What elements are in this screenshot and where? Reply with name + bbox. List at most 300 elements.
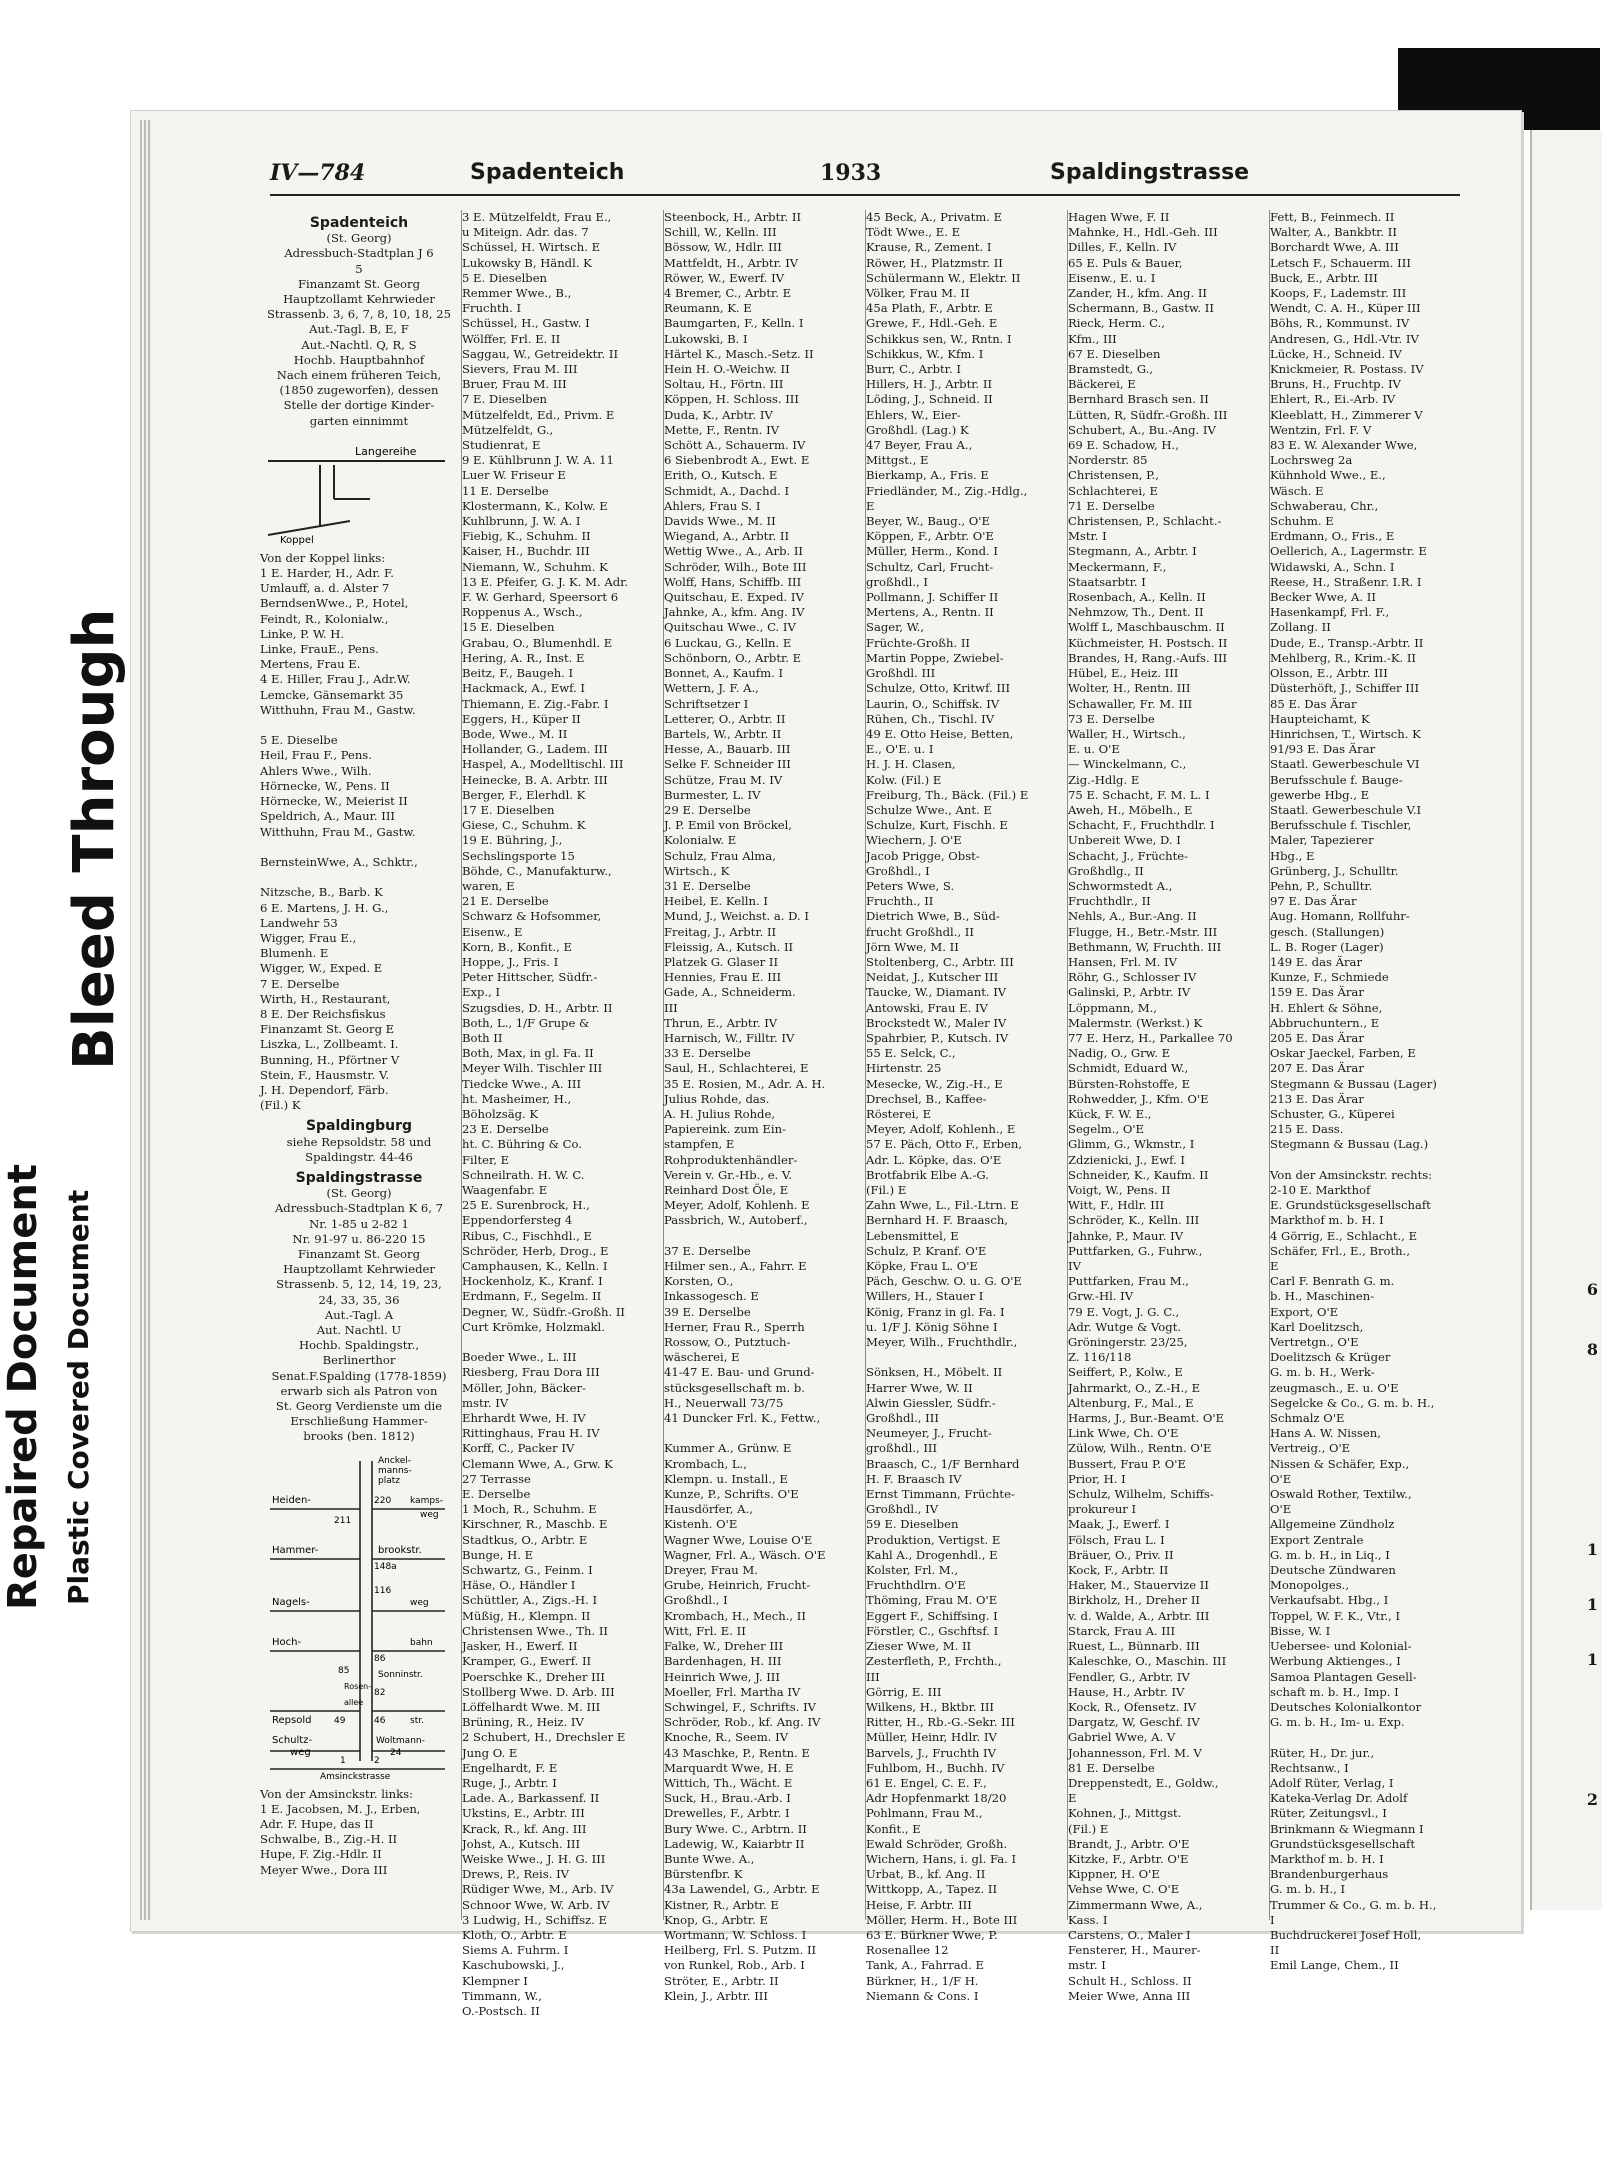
directory-entry: Liszka, L., Zollbeamt. I. [260, 1037, 399, 1052]
directory-entry: Sievers, Frau M. III [462, 362, 578, 377]
street-info-line: Stelle der dortige Kinder- [283, 398, 435, 413]
directory-entry: Meckermann, F., [1068, 559, 1167, 574]
street-info-line: 24, 33, 35, 36 [318, 1292, 400, 1307]
directory-entry: Linke, P. W. H. [260, 626, 345, 641]
directory-entry: Knoche, R., Seem. IV [664, 1730, 789, 1745]
directory-entry: Köppen, H. Schloss. III [664, 392, 799, 407]
directory-entry: Meyer Wilh. Tischler III [462, 1061, 603, 1076]
directory-entry: Schulz, Frau Alma, [664, 848, 776, 863]
directory-entry: 61 E. Engel, C. E. F., [866, 1775, 987, 1790]
directory-entry: Meyer, Wilh., Fruchthdlr., [866, 1335, 1018, 1350]
directory-entry: Wolff L, Maschbauschm. II [1068, 620, 1225, 635]
map-label: 49 [334, 1715, 346, 1726]
directory-entry: Drechsel, B., Kaffee- [866, 1091, 987, 1106]
map-label: Woltmann- [376, 1735, 425, 1746]
directory-entry: Beitz, F., Baugeh. I [462, 666, 574, 681]
directory-entry: Unbereit Wwe, D. I [1068, 833, 1181, 848]
directory-entry: (Fil.) K [260, 1098, 301, 1113]
directory-entry: Schütze, Frau M. IV [664, 772, 783, 787]
map-label: 85 [338, 1665, 350, 1676]
directory-entry: Export, O'E [1270, 1304, 1339, 1319]
next-page-mark: 1 [1586, 1595, 1598, 1614]
directory-entry: Fett, B., Feinmech. II [1270, 210, 1395, 224]
directory-entry: Rühen, Ch., Tischl. IV [866, 711, 995, 726]
directory-entry: Both II [462, 1030, 503, 1045]
directory-entry: 15 E. Dieselben [462, 620, 555, 635]
directory-entry: Großhdl., I [866, 863, 930, 878]
directory-entry: Deutsches Kolonialkontor [1270, 1699, 1422, 1714]
directory-entry: Röwer, W., Ewerf. IV [664, 270, 785, 285]
binding-edge [140, 120, 152, 1920]
map-label: weg [290, 1746, 311, 1758]
directory-entry: Hein H. O.-Weichw. II [664, 362, 790, 377]
directory-entry: Adr. Wutge & Vogt. [1068, 1319, 1182, 1334]
directory-entry: 5 E. Dieselbe [260, 733, 338, 748]
directory-entry: Siems A. Fuhrm. I [462, 1943, 569, 1958]
map-label: Sonninstr. [378, 1669, 423, 1680]
directory-entry: Knickmeier, R. Postass. IV [1270, 362, 1424, 377]
map-label: Nagels- [272, 1596, 310, 1608]
directory-entry: Schulz, Wilhelm, Schiffs- [1068, 1487, 1214, 1502]
street-info-line: Berlinerthor [322, 1353, 396, 1368]
directory-entry: Glimm, G., Wkmstr., I [1068, 1137, 1195, 1152]
directory-entry: Fuhlbom, H., Buchh. IV [866, 1760, 1005, 1775]
map-label: Amsinckstrasse [320, 1771, 391, 1782]
map-label: allee [344, 1697, 364, 1707]
street-info-line: Strassenb. 5, 12, 14, 19, 23, [276, 1277, 442, 1292]
directory-entry: Christensen, P., Schlacht.- [1068, 514, 1222, 529]
directory-entry: Suck, H., Brau.-Arb. I [664, 1791, 791, 1806]
directory-entry: Dreppenstedt, E., Goldw., [1068, 1775, 1219, 1790]
directory-entry: Stegmann & Bussau (Lager) [1270, 1076, 1437, 1091]
directory-entry: Meier Wwe, Anna III [1068, 1988, 1191, 2003]
directory-entry: Z. 116/118 [1068, 1350, 1132, 1365]
directory-entry: Schikkus sen, W., Rntn. I [866, 331, 1012, 346]
directory-entry: Großhdl. III [866, 666, 936, 681]
directory-entry: Puttfarken, G., Fuhrw., [1068, 1243, 1203, 1258]
directory-entry: Export Zentrale [1270, 1532, 1364, 1547]
directory-entry: Peters Wwe, S. [866, 878, 955, 893]
directory-entry: Nitzsche, B., Barb. K [260, 885, 383, 900]
directory-entry: 6 Siebenbrodt A., Ewt. E [664, 453, 810, 468]
directory-entry: Von der Amsinckstr. links: [260, 1786, 413, 1801]
map-label: 116 [374, 1585, 392, 1596]
directory-entry: Inkassogesch. E [664, 1289, 759, 1304]
directory-entry: Zesterfleth, P., Frchth., [866, 1654, 1002, 1669]
directory-entry: Brotfabrik Elbe A.-G. [866, 1167, 989, 1182]
directory-entry: Böhs, R., Kommunst. IV [1270, 316, 1410, 331]
directory-entry: Böhde, C., Manufakturw., [462, 863, 612, 878]
directory-entry: Reumann, K. E [664, 301, 752, 316]
directory-entry: Feindt, R., Kolonialw., [260, 611, 389, 626]
directory-entry: Hausdörfer, A., [664, 1502, 753, 1517]
directory-entry: Jahrmarkt, O., Z.-H., E [1068, 1380, 1201, 1395]
directory-entry: Jasker, H., Ewerf. II [462, 1639, 578, 1654]
directory-entry: Hörnecke, W., Pens. II [260, 778, 390, 793]
directory-entry: Giese, C., Schuhm. K [462, 818, 586, 833]
directory-entry: J. P. Emil von Bröckel, [664, 818, 792, 833]
directory-entry: Niemann, W., Schuhm. K [462, 559, 608, 574]
directory-entry: ht. C. Bühring & Co. [462, 1137, 582, 1152]
directory-entry: Alwin Giessler, Südfr.- [866, 1395, 996, 1410]
directory-entry: Schröder, Wilh., Bote III [664, 559, 807, 574]
directory-entry: Kass. I [1068, 1912, 1108, 1927]
directory-entry: großhdl., I [866, 574, 928, 589]
directory-entry: Berufsschule f. Tischler, [1270, 818, 1412, 833]
directory-entry: Kaiser, H., Buchdr. III [462, 544, 590, 559]
directory-entry: Schwalbe, B., Zig.-H. II [260, 1832, 398, 1847]
directory-entry: Kaschubowski, J., [462, 1958, 565, 1973]
directory-entry: I [1270, 1912, 1275, 1927]
directory-entry: zeugmasch., E. u. O'E [1270, 1380, 1399, 1395]
header-year: 1933 [820, 160, 882, 186]
directory-entry: Nehmzow, Th., Dent. II [1068, 605, 1204, 620]
directory-entry: Bürstenfbr. K [664, 1867, 743, 1882]
directory-entry: Johannesson, Frl. M. V [1068, 1745, 1202, 1760]
directory-entry: Schulze, Otto, Kritwf. III [866, 681, 1011, 696]
next-page-edge [1530, 130, 1602, 1910]
directory-entry: II [1270, 1943, 1280, 1958]
street-info-line: Aut.-Tagl. B, E, F [309, 322, 409, 337]
directory-entry: Lukowsky B, Händl. K [462, 255, 592, 270]
directory-entry: Galinski, P., Arbtr. IV [1068, 985, 1191, 1000]
column-1 [260, 210, 462, 1920]
street-heading: Spaldingburg [305, 1118, 413, 1135]
directory-entry: Schwormstedt A., [1068, 878, 1173, 893]
directory-entry: stampfen, E [664, 1137, 735, 1152]
directory-entry: Landwehr 53 [260, 915, 338, 930]
directory-entry: Witt, F., Hdlr. III [1068, 1198, 1165, 1213]
directory-entry: Nadig, O., Grw. E [1068, 1046, 1171, 1061]
directory-entry: Neidat, J., Kutscher III [866, 970, 999, 985]
directory-entry: 65 E. Puls & Bauer, [1068, 255, 1183, 270]
directory-entry: Olsson, E., Arbtr. III [1270, 666, 1388, 681]
directory-entry: Sechslingsporte 15 [462, 848, 575, 863]
directory-entry: Markthof m. b. H. I [1270, 1851, 1384, 1866]
directory-entry: Selke F. Schneider III [664, 757, 791, 772]
directory-entry: Vehse Wwe, C. O'E [1068, 1882, 1180, 1897]
directory-entry: Mertens, Frau E. [260, 657, 361, 672]
directory-entry: Heil, Frau F., Pens. [260, 748, 372, 763]
directory-entry: Fiebig, K., Schuhm. II [462, 529, 591, 544]
directory-entry: Kück, F. W. E., [1068, 1106, 1152, 1121]
map-label: Langereihe [355, 444, 417, 458]
directory-entry: Fruchth. I [462, 301, 522, 316]
directory-entry: Schlachterei, E [1068, 483, 1158, 498]
directory-entry: Burr, C., Arbtr. I [866, 362, 961, 377]
directory-entry: Emil Lange, Chem., II [1270, 1958, 1399, 1973]
directory-entry: Verein v. Gr.-Hb., e. V. [664, 1167, 792, 1182]
map-label: Schultz- [272, 1734, 313, 1746]
directory-entry: Schröder, Herb, Drog., E [462, 1243, 609, 1258]
directory-entry: Kitzke, F., Arbtr. O'E [1068, 1851, 1189, 1866]
directory-entry: 2 Schubert, H., Drechsler E [462, 1730, 626, 1745]
column-4 [866, 210, 1068, 2003]
street-info-line: (St. Georg) [326, 231, 392, 246]
map-label: Anckel- [378, 1455, 411, 1466]
directory-entry: Nissen & Schäfer, Exp., [1270, 1456, 1410, 1471]
directory-entry: Bernhard H. F. Braasch, [866, 1213, 1008, 1228]
directory-entry: Aug. Homann, Rollfuhr- [1270, 909, 1410, 924]
map-label: 82 [374, 1687, 386, 1698]
directory-entry: Wolter, H., Rentn. III [1068, 681, 1191, 696]
directory-entry: Hansen, Frl. M. IV [1068, 954, 1177, 969]
directory-entry: Kühnhold Wwe., E., [1270, 468, 1386, 483]
directory-entry: Sönksen, H., Möbelt. II [866, 1365, 1003, 1380]
directory-entry: Lücke, H., Schneid. IV [1270, 346, 1402, 361]
directory-entry: ht. Masheimer, H., [462, 1091, 572, 1106]
directory-entry: Päch, Geschw. O. u. G. O'E [866, 1274, 1022, 1289]
directory-entry: Schult H., Schloss. II [1068, 1973, 1192, 1988]
directory-entry: Rüdiger Wwe, M., Arb. IV [462, 1882, 614, 1897]
street-info-line: 5 [355, 261, 363, 276]
directory-entry: III [866, 1669, 880, 1684]
directory-entry: Camphausen, K., Kelln. I [462, 1259, 608, 1274]
directory-entry: Jahnke, A., kfm. Ang. IV [664, 605, 805, 620]
header-left-street: Spadenteich [470, 160, 625, 185]
directory-entry: Bardenhagen, H. III [664, 1654, 782, 1669]
directory-entry: 3 E. Mützelfeldt, Frau E., [462, 210, 612, 224]
directory-entry: Mehlberg, R., Krim.-K. II [1270, 650, 1417, 665]
directory-entry: 79 E. Vogt, J. G. C., [1068, 1304, 1180, 1319]
directory-entry: 63 E. Bürkner Wwe, P. [866, 1927, 998, 1942]
directory-entry: 7 E. Derselbe [260, 976, 340, 991]
directory-entry: Stein, F., Hausmstr. V. [260, 1067, 390, 1082]
directory-entry: Wittkopp, A., Tapez. II [866, 1882, 998, 1897]
directory-entry: Papiereink. zum Ein- [664, 1122, 786, 1137]
directory-entry: Dilles, F., Kelln. IV [1068, 240, 1177, 255]
directory-entry: Burmester, L. IV [664, 787, 761, 802]
map-label: weg [410, 1597, 429, 1608]
column-3 [664, 210, 866, 2003]
directory-entry: F. W. Gerhard, Speersort 6 [462, 590, 619, 605]
directory-entry: Gade, A., Schneiderm. [664, 985, 796, 1000]
directory-entry: Schäfer, Frl., E., Broth., [1270, 1243, 1411, 1258]
map-label: 2 [374, 1755, 380, 1766]
directory-entry: Wiechern, J. O'E [866, 833, 962, 848]
directory-entry: 85 E. Das Ärar [1270, 696, 1357, 711]
directory-entry: Flugge, H., Betr.-Mstr. III [1068, 924, 1218, 939]
directory-entry: Schermann, B., Gastw. II [1068, 301, 1214, 316]
directory-entry: Krombach, L., [664, 1456, 747, 1471]
directory-entry: Oellerich, A., Lagermstr. E [1270, 544, 1427, 559]
directory-entry: Kirschner, R., Maschb. E [462, 1517, 608, 1532]
directory-entry: Röhr, G., Schlosser IV [1068, 970, 1197, 985]
directory-entry: Wentzin, Frl. F. V [1270, 422, 1372, 437]
directory-entry: Falke, W., Dreher III [664, 1639, 784, 1654]
directory-entry: Roppenus A., Wsch., [462, 605, 583, 620]
directory-entry: Zahn Wwe, L., Fil.-Ltrn. E [866, 1198, 1019, 1213]
directory-entry: Prior, H. I [1068, 1471, 1126, 1486]
street-info-line: brooks (ben. 1812) [303, 1429, 415, 1444]
directory-entry: stücksgesellschaft m. b. [664, 1380, 805, 1395]
directory-entry: Doelitzsch & Krüger [1270, 1350, 1391, 1365]
directory-entry: wäscherei, E [664, 1350, 740, 1365]
directory-entry: Lemcke, Gänsemarkt 35 [260, 687, 404, 702]
map-label: manns- [378, 1465, 412, 1476]
directory-entry: Röwer, H., Platzmstr. II [866, 255, 1003, 270]
directory-entry: Niemann & Cons. I [866, 1988, 979, 2003]
directory-entry: 205 E. Das Ärar [1270, 1030, 1364, 1045]
directory-entry: Dreyer, Frau M. [664, 1563, 758, 1578]
directory-entry: Wagner, Frl. A., Wäsch. O'E [664, 1547, 826, 1562]
directory-entry: Hörnecke, W., Meierist II [260, 794, 408, 809]
directory-entry: 3 Ludwig, H., Schiffsz. E [462, 1912, 607, 1927]
directory-entry: 77 E. Herz, H., Parkallee 70 [1068, 1030, 1233, 1045]
directory-entry: Schulze, Kurt, Fischh. E [866, 818, 1008, 833]
directory-entry: Pollmann, J. Schiffer II [866, 590, 999, 605]
directory-entry: Gröningerstr. 23/25, [1068, 1335, 1188, 1350]
directory-entry: Wigger, Frau E., [260, 930, 357, 945]
map-label: 1 [340, 1755, 346, 1766]
directory-entry: Both, Max, in gl. Fa. II [462, 1046, 594, 1061]
directory-entry: Schmalz O'E [1270, 1411, 1345, 1426]
directory-entry: Kolonialw. E [664, 833, 737, 848]
directory-entry: Voigt, W., Pens. II [1068, 1183, 1171, 1197]
directory-entry: Drews, P., Reis. IV [462, 1867, 570, 1882]
directory-entry: Erdmann, F., Segelm. II [462, 1289, 602, 1304]
directory-entry: Ströter, E., Arbtr. II [664, 1973, 779, 1988]
directory-entry: Lade. A., Barkassenf. II [462, 1791, 600, 1806]
directory-entry: Neumeyer, J., Frucht- [866, 1426, 992, 1441]
directory-entry: Walter, A., Bankbtr. II [1270, 225, 1397, 240]
directory-entry: Haspel, A., Modelltischl. III [462, 757, 624, 772]
directory-entry: Großhdl., I [664, 1593, 728, 1608]
directory-entry: E [1270, 1259, 1279, 1274]
directory-entry: Bruer, Frau M. III [462, 377, 567, 392]
directory-entry: Spahrbier, P., Kutsch. IV [866, 1030, 1009, 1045]
directory-entry: Fölsch, Frau L. I [1068, 1532, 1165, 1547]
directory-entry: Staatl. Gewerbeschule VI [1270, 757, 1420, 772]
directory-entry: Johst, A., Kutsch. III [462, 1836, 581, 1851]
directory-entry: Düsterhöft, J., Schiffer III [1270, 681, 1420, 696]
directory-entry: Harrer Wwe, W. II [866, 1380, 973, 1395]
directory-entry: Adr. F. Hupe, das II [260, 1817, 374, 1832]
directory-entry: G. m. b. H., Im- u. Exp. [1270, 1715, 1405, 1730]
directory-entry: Curt Krömke, Holzmakl. [462, 1319, 605, 1334]
directory-entry: Marquardt Wwe, H. E [664, 1760, 794, 1775]
directory-entry: Pehn, P., Schulltr. [1270, 878, 1373, 893]
map-label: weg [420, 1509, 439, 1520]
directory-entry [462, 1335, 660, 1350]
directory-entry: Rüter, H., Dr. jur., [1270, 1745, 1375, 1760]
directory-entry: Bürkner, H., 1/F H. [866, 1973, 979, 1988]
directory-entry: Brandes, H, Rang.-Aufs. III [1068, 650, 1228, 665]
directory-entry: Ruest, L., Bünnarb. III [1068, 1639, 1200, 1654]
directory-entry: Schuster, G., Küperei [1270, 1106, 1395, 1121]
directory-entry: Allgemeine Zündholz [1270, 1517, 1395, 1532]
directory-entry: Steenbock, H., Arbtr. II [664, 210, 802, 224]
directory-entry: Schriftsetzer I [664, 696, 749, 711]
directory-entry: Wigger, W., Exped. E [260, 961, 383, 976]
directory-entry: Bunte Wwe. A., [664, 1851, 755, 1866]
directory-entry: Oswald Rother, Textilw., [1270, 1487, 1412, 1502]
directory-entry: Schwartz, G., Feinm. I [462, 1563, 593, 1578]
directory-entry: Bramstedt, G., [1068, 362, 1154, 377]
directory-entry: Szugsdies, D. H., Arbtr. II [462, 1000, 613, 1015]
directory-entry: Vertretgn., O'E [1270, 1335, 1359, 1350]
directory-entry: Letsch F., Schauerm. III [1270, 255, 1411, 270]
directory-entry: Timmann, W., [462, 1988, 542, 2003]
directory-entry: Hering, A. R., Inst. E [462, 650, 585, 665]
directory-entry: H. Ehlert & Söhne, [1270, 1000, 1383, 1015]
directory-entry: Böholzsäg. K [462, 1106, 539, 1121]
directory-entry: Klempner I [462, 1973, 528, 1988]
directory-entry: Stadtkus, O., Arbtr. E [462, 1532, 588, 1547]
directory-entry: großhdl., III [866, 1441, 938, 1456]
map-label: str. [410, 1715, 424, 1726]
directory-entry: Werbung Aktienges., I [1270, 1654, 1401, 1669]
directory-entry: 159 E. Das Ärar [1270, 985, 1364, 1000]
directory-entry: Kramper, G., Ewerf. II [462, 1654, 592, 1669]
directory-entry [1270, 1730, 1458, 1745]
map-label: kamps- [410, 1495, 443, 1506]
directory-entry: E., O'E. u. I [866, 742, 934, 757]
directory-entry: Klostermann, K., Kolw. E [462, 498, 608, 513]
directory-entry: Quitschau, E. Exped. IV [664, 590, 804, 605]
street-info-line: Adressbuch-Stadtplan J 6 [284, 246, 434, 261]
margin-annotations [0, 0, 150, 2177]
directory-entry: Wettern, J. F. A., [664, 681, 759, 696]
directory-entry: Thiemann, E. Zig.-Fabr. I [462, 696, 609, 711]
directory-entry: Haupteichamt, K [1270, 711, 1370, 726]
next-page-mark: 2 [1586, 1790, 1598, 1809]
next-page-mark: 1 [1586, 1650, 1598, 1669]
directory-entry: 6 E. Martens, J. H. G., [260, 900, 389, 915]
directory-entry: 35 E. Rosien, M., Adr. A. H. [664, 1076, 826, 1091]
directory-entry: Eisenw., E [462, 924, 523, 939]
directory-entry: 11 E. Derselbe [462, 483, 549, 498]
directory-entry: Passbrich, W., Autoberf., [664, 1213, 808, 1228]
directory-entry: Zander, H., kfm. Ang. II [1068, 286, 1207, 301]
directory-entry: Zig.-Hdlg. E [1068, 772, 1140, 787]
directory-entry: u. 1/F J. König Söhne I [866, 1319, 998, 1334]
directory-entry: Kleeblatt, H., Zimmerer V [1270, 407, 1423, 422]
directory-entry: Schneilrath. H. W. C. [462, 1167, 585, 1182]
street-info-line: Nr. 1-85 u 2-82 1 [309, 1216, 409, 1231]
directory-entry: Völker, Frau M. II [866, 286, 970, 301]
street-info-line: Strassenb. 3, 6, 7, 8, 10, 18, 25 [266, 307, 452, 322]
directory-entry: E [1068, 1791, 1077, 1806]
directory-entry: Rosenbach, A., Kelln. II [1068, 590, 1206, 605]
directory-entry: Antowski, Frau E. IV [866, 1000, 988, 1015]
map-label: 148a [374, 1561, 397, 1572]
directory-entry: Umlauff, a. d. Alster 7 [260, 581, 390, 596]
directory-entry: Kistner, R., Arbtr. E [664, 1897, 779, 1912]
directory-entry: Rittinghaus, Frau H. IV [462, 1426, 600, 1441]
directory-entry: 67 E. Dieselben [1068, 346, 1161, 361]
directory-entry: Löppmann, M., [1068, 1000, 1157, 1015]
directory-entry: O'E [1270, 1471, 1292, 1486]
directory-entry: J. H. Dependorf, Färb. [260, 1082, 389, 1097]
directory-entry: (Fil.) E [1068, 1821, 1109, 1836]
directory-entry: Schmidt, A., Dachd. I [664, 483, 790, 498]
street-info-line: (1850 zugeworfen), dessen [279, 383, 439, 398]
directory-entry: Grünberg, J., Schulltr. [1270, 863, 1399, 878]
directory-entry: Großhdlg., II [1068, 863, 1144, 878]
directory-entry: Hause, H., Arbtr. IV [1068, 1684, 1185, 1699]
directory-entry: Meyer, Adolf, Kohlenh. E [664, 1198, 810, 1213]
directory-entry: Rechtsanw., I [1270, 1760, 1349, 1775]
street-info-line: Finanzamt St. Georg [298, 276, 420, 291]
directory-entry: Kolster, Frl. M., [866, 1563, 959, 1578]
directory-entry: Luer W. Friseur E [462, 468, 566, 483]
directory-entry: Heibel, E. Kelln. I [664, 894, 768, 909]
directory-entry: 2-10 E. Markthof [1270, 1183, 1371, 1197]
directory-entry: 1 E. Jacobsen, M. J., Erben, [260, 1801, 421, 1816]
directory-entry: Korsten, O., [664, 1274, 734, 1289]
directory-entry: 149 E. das Ärar [1270, 954, 1362, 969]
